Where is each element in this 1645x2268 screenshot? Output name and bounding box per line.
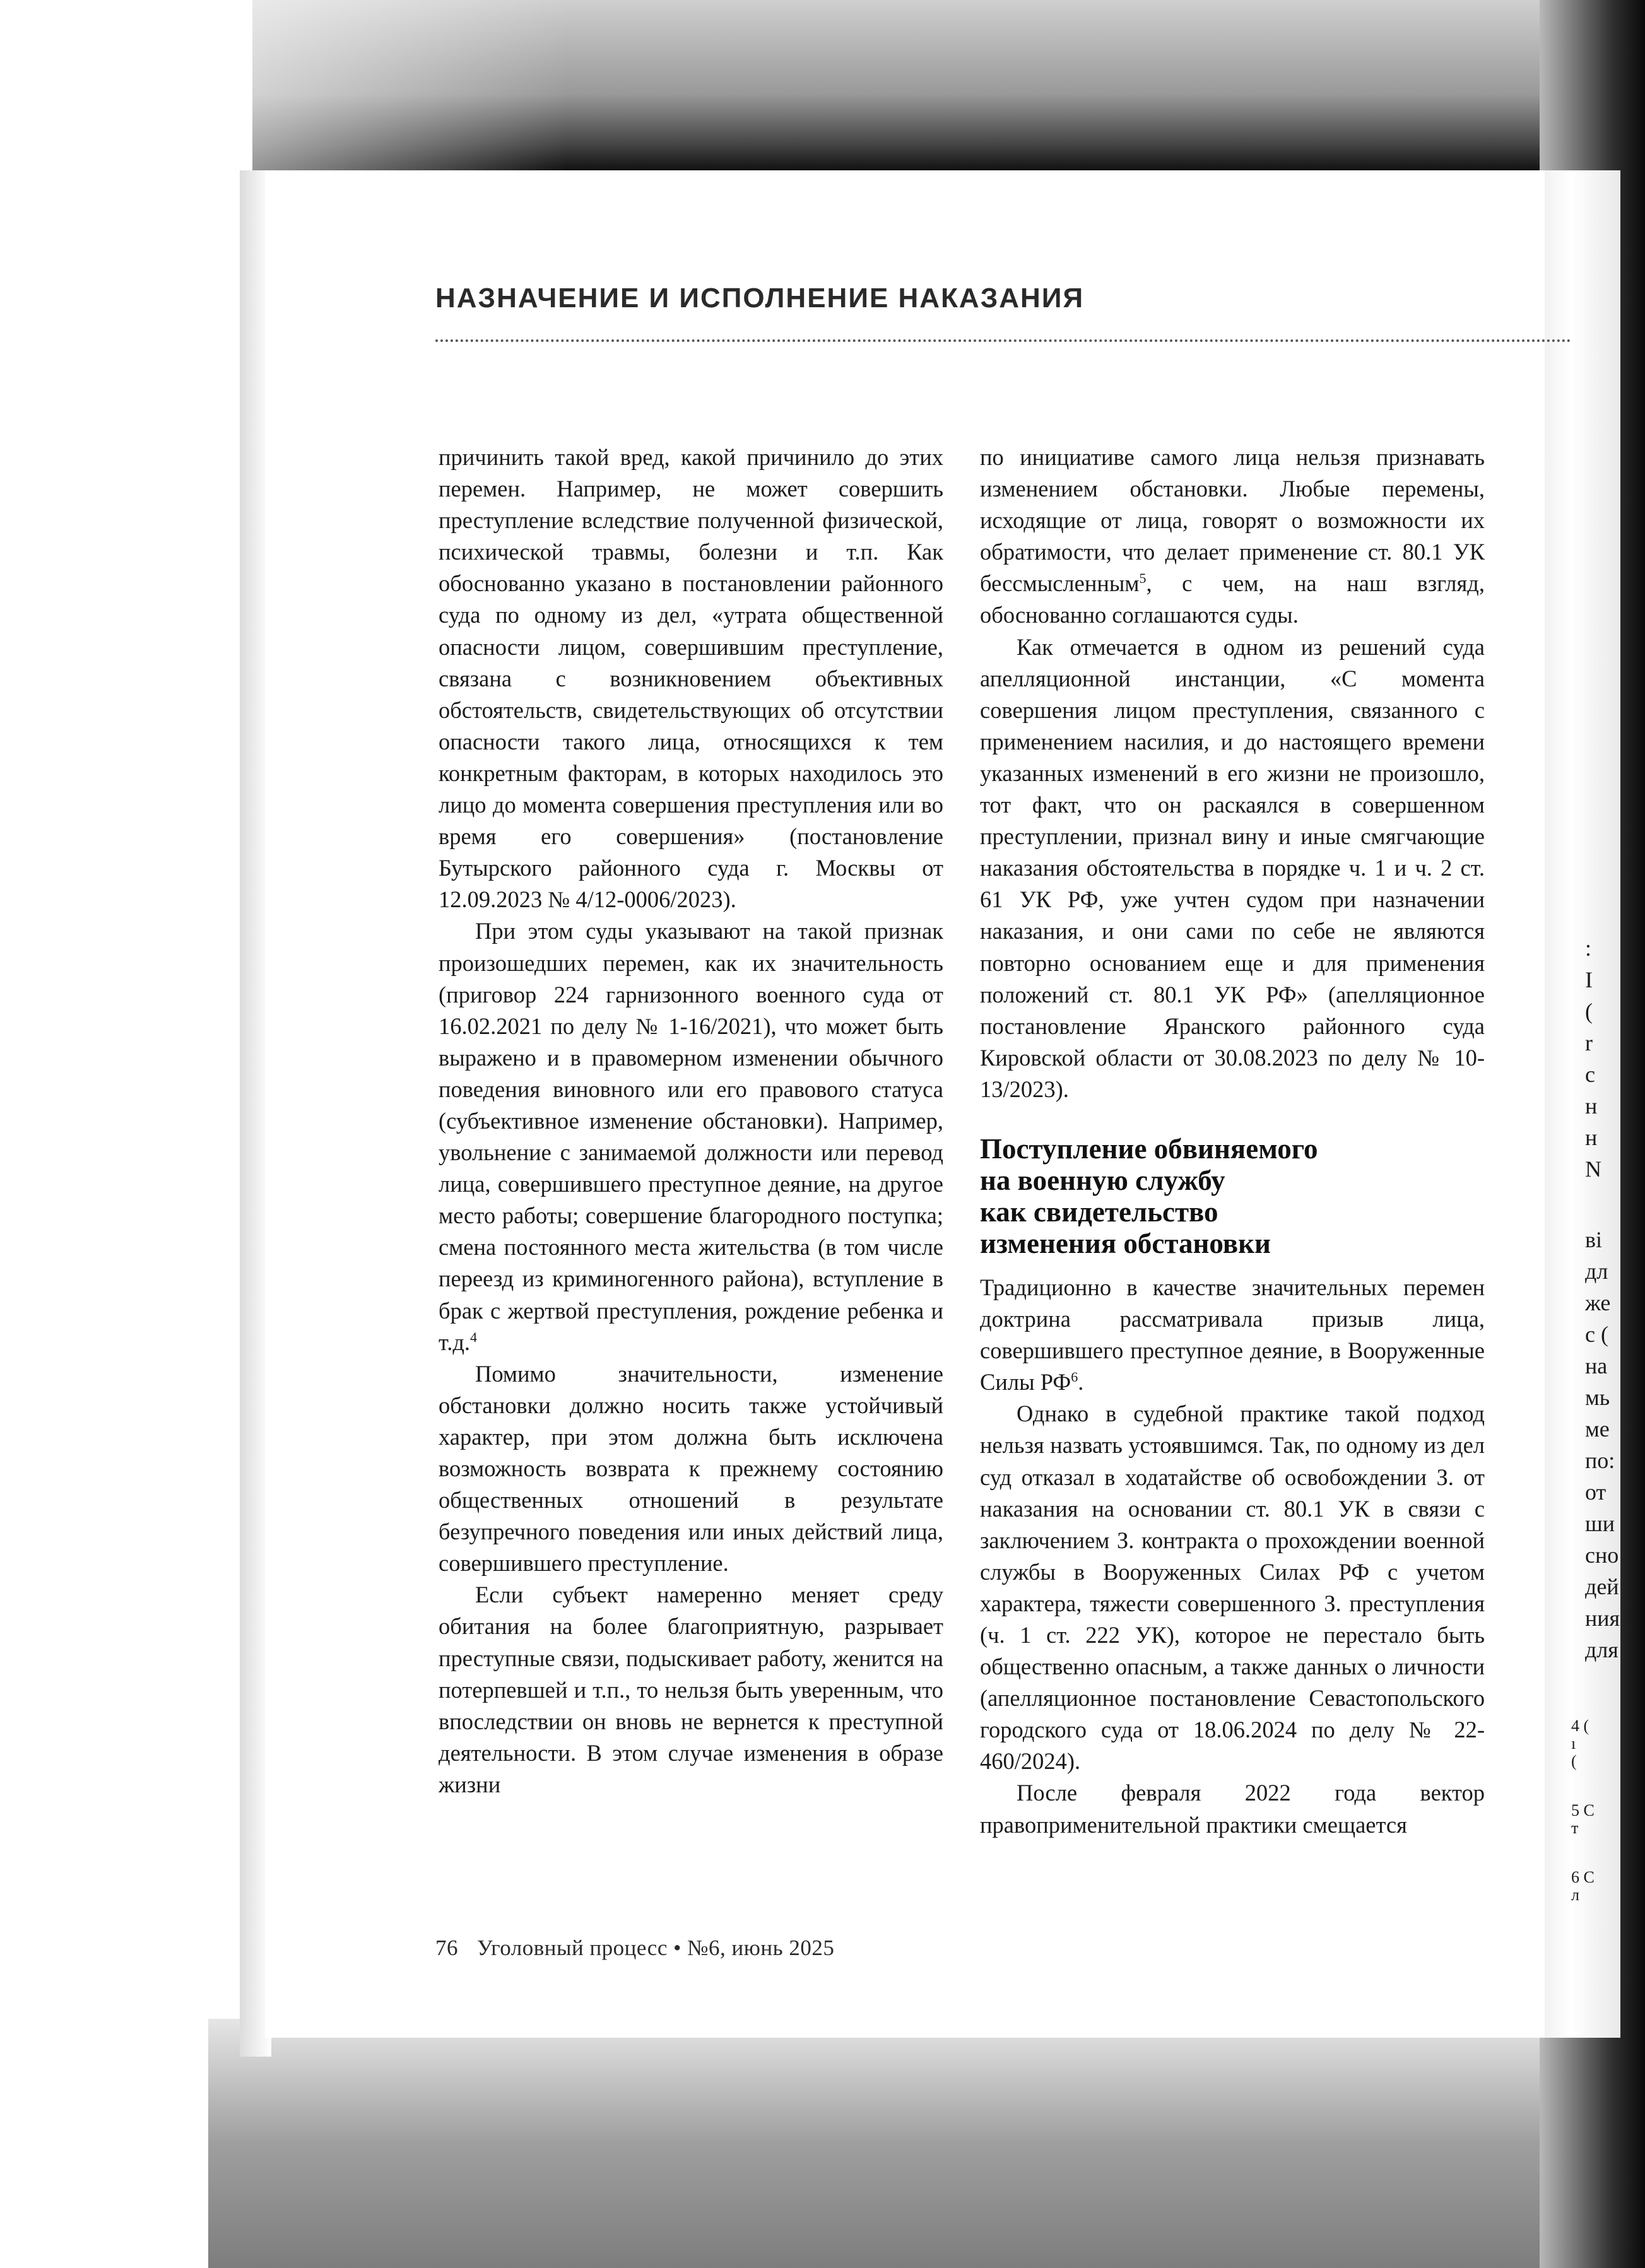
paragraph: причинить такой вред, какой причинило до этих перемен. Например, не может совершить преступление вследствие полученной физической, психической травмы, болезни и т.п. Как обоснованно указано в постановлении районного суда по одному из дел, «утрата общественной опасности лицом, совершившим преступление, связана с возникновением объективных обстоятельств, свидетельствующих об отсутствии опасности такого лица, относящихся к тем конкретным факторам, в которых находилось это лицо до момента совершения преступления или во время его совершения» (постановление Бутырского районного суда г. Москвы от 12.09.2023 № 4/12-0006/2023). (439, 444, 943, 913)
right-column (980, 442, 1485, 1841)
header-dotted-rule (435, 339, 1571, 342)
next-page-footnotes-fragment: 4 ( ı ( 5 С т 6 С л (1571, 1717, 1595, 1904)
next-page-fragment: ві дл же с ( на мь ме по: от ши сно дей ния для (1585, 1227, 1620, 1662)
footnote-ref: 5 (1139, 570, 1147, 587)
paragraph: Если субъект намеренно меняет среду обитания на более благоприятную, разрывает преступные связи, подыскивает работу, женится на потерпевшей и т.п., то нельзя быть уверенным, что впоследствии он вновь не вернется к преступной деятельности. В этом случае изменения в образе жизни (439, 1582, 943, 1797)
footnote-ref: 4 (470, 1329, 478, 1345)
left-column (439, 442, 943, 1801)
section-heading: Поступление обвиняемого на военную службу как свидетельство изменения обстановки (980, 1132, 1318, 1259)
footnote-ref: 6 (1071, 1369, 1078, 1385)
paragraph: Как отмечается в одном из решений суда апелляционной инстанции, «С момента совершения лицом преступления, связанного с применением насилия, и до настоящего времени указанных изменений в его жизни не произошло, тот факт, что он раскаялся в совершенном преступлении, признал вину и иные смягчающие наказания обстоятельства в порядке ч. 1 и ч. 2 ст. 61 УК РФ, уже учтен судом при назначении наказания, и они сами по себе не являются повторно основанием еще и для применения положений ст. 80.1 УК РФ» (апелляционное постановление Яранского районного суда Кировской области от 30.08.2023 по делу № 10-13/2023). (980, 633, 1485, 1102)
scan-shadow-fade (0, 0, 568, 170)
paragraph: Однако в судебной практике такой подход нельзя назвать устоявшимся. Так, по одному из дел суд отказал в ходатайстве об освобождении З. от наказания на основании ст. 80.1 УК в связи с заключением З. контракта о прохождении военной службы в Вооруженных Силах РФ с учетом характера, тяжести совершенного З. преступления (ч. 1 ст. 222 УК), которое не перестало быть общественно опасным, а также данных о личности (апелляционное постановление Севастопольского городского суда от 18.06.2024 по делу № 22-460/2024). (980, 1401, 1485, 1775)
paragraph: После февраля 2022 года вектор правоприменительной практики смещается (980, 1780, 1485, 1838)
paragraph: При этом суды указывают на такой признак произошедших перемен, как их значительность (приговор 224 гарнизонного военного суда от 16.02.2021 по делу № 1-16/2021), что может быть выражено и в правомерном изменении обычного поведения виновного или его правового статуса (субъективное изменение обстановки). Например, увольнение с занимаемой должности или перевод лица, совершившего преступное деяние, на другое место работы; совершение благородного поступка; смена постоянного места жительства (в том числе переезд из криминогенного района), вступление в брак с жертвой преступления, рождение ребенка и т.д.$^4$ (439, 918, 943, 1355)
next-page-fragment: : I ( r c н н N (1585, 936, 1601, 1182)
scan-shadow-bottom (208, 2019, 1645, 2268)
page-footer (435, 1936, 834, 1961)
journal-info: Уголовный процесс • №6, июнь 2025 (477, 1936, 835, 1960)
paragraph: Помимо значительности, изменение обстановки должно носить также устойчивый характер, при этом должна быть исключена возможность возврата к прежнему состоянию общественных отношений в результате безупречного поведения или иных действий лица, совершившего преступление. (439, 1360, 943, 1577)
paragraph: по инициативе самого лица нельзя признавать изменением обстановки. Любые перемены, исходящие от лица, говорят о возможности их обратимости, что делает применение ст. 80.1 УК бессмысленным$^5$, с чем, на наш взгляд, обоснованно соглашаются суды. (980, 444, 1485, 628)
paragraph: Традиционно в качестве значительных перемен доктрина рассматривала призыв лица, совершившего преступное деяние, в Вооруженные Силы $РФ^6$. (980, 1274, 1485, 1395)
running-head: НАЗНАЧЕНИЕ И ИСПОЛНЕНИЕ НАКАЗАНИЯ (435, 283, 1085, 314)
page-number: 76 (435, 1936, 458, 1960)
